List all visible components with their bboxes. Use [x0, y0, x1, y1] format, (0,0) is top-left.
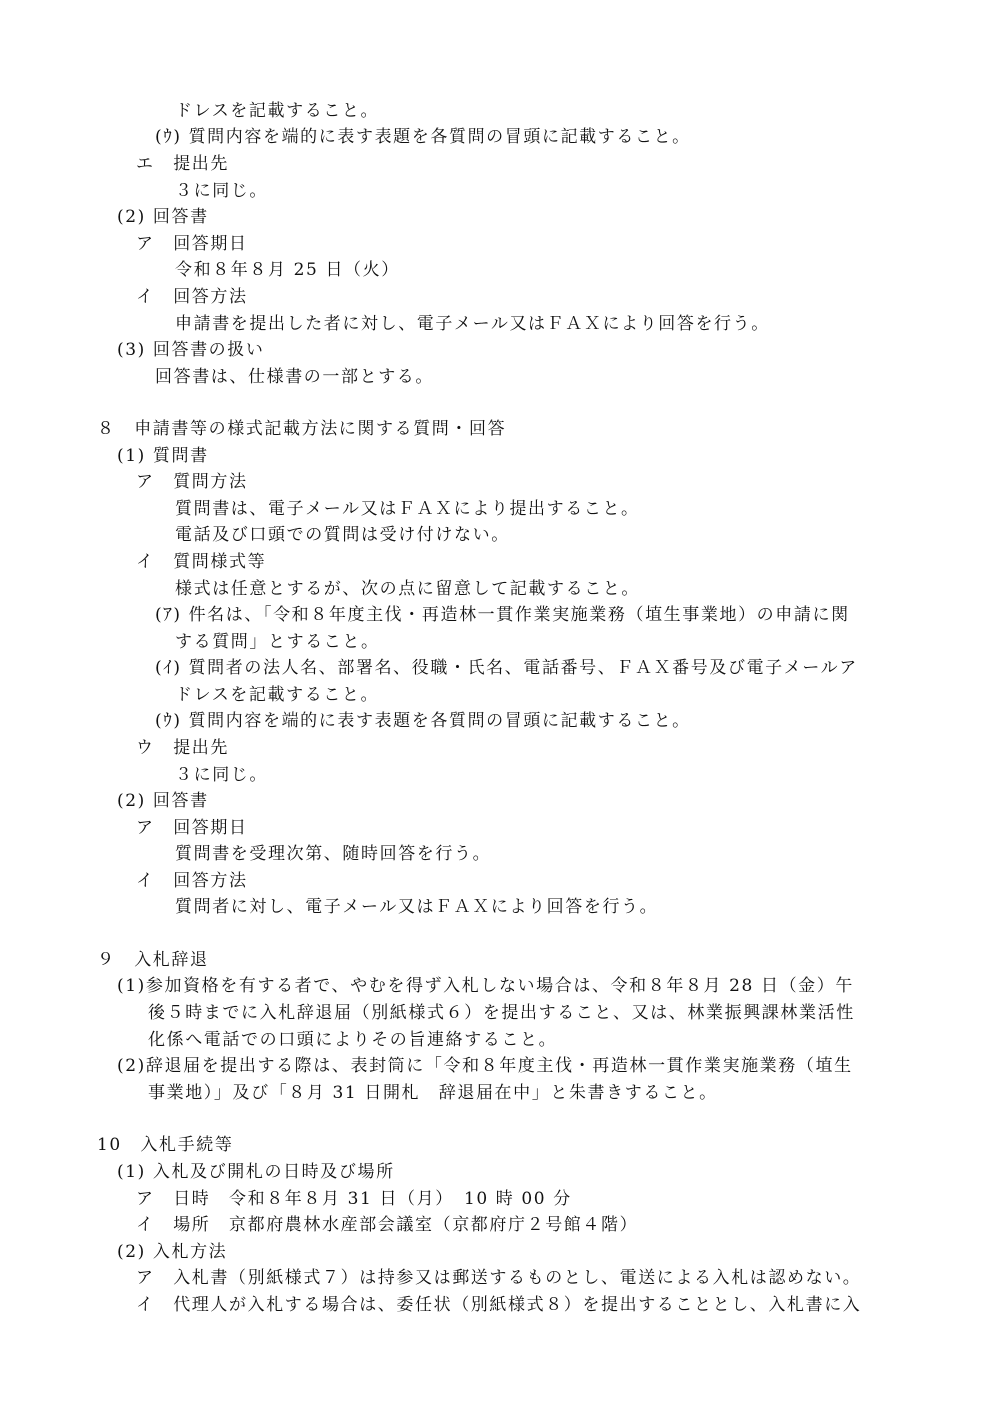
text-line: 後５時までに入札辞退届（別紙様式６）を提出すること、又は、林業振興課林業活性: [148, 1003, 855, 1023]
text-line: 質問書は、電子メール又はＦＡＸにより提出すること。: [175, 499, 640, 519]
text-line: (2) 入札方法: [117, 1242, 228, 1262]
text-line: (ｳ) 質問内容を端的に表す表題を各質問の冒頭に記載すること。: [155, 711, 691, 731]
text-line: エ 提出先: [136, 154, 229, 174]
text-line: する質問」とすること。: [175, 632, 380, 652]
text-line: (ｳ) 質問内容を端的に表す表題を各質問の冒頭に記載すること。: [155, 127, 691, 147]
text-line: (3) 回答書の扱い: [117, 340, 265, 360]
text-line: (2)辞退届を提出する際は、表封筒に「令和８年度主伐・再造林一貫作業実施業務（埴生: [117, 1056, 853, 1076]
text-line: イ 代理人が入札する場合は、委任状（別紙様式８）を提出することとし、入札書に入: [136, 1295, 862, 1315]
text-line: (ｱ) 件名は、「令和８年度主伐・再造林一貫作業実施業務（埴生事業地）の申請に関: [155, 605, 850, 625]
text-line: イ 場所 京都府農林水産部会議室（京都府庁２号館４階）: [136, 1215, 639, 1235]
text-line: (2) 回答書: [117, 207, 209, 227]
text-line: (1) 質問書: [117, 446, 209, 466]
text-line: 事業地）」及び「８月 31 日開札 辞退届在中」と朱書きすること。: [148, 1083, 718, 1103]
text-line: イ 質問様式等: [136, 552, 267, 572]
section-heading: ９ 入札辞退: [97, 950, 209, 970]
section-heading: ８ 申請書等の様式記載方法に関する質問・回答: [97, 419, 507, 439]
section-heading: 10 入札手続等: [97, 1135, 234, 1155]
text-line: 質問書を受理次第、随時回答を行う。: [175, 844, 492, 864]
text-line: 様式は任意とするが、次の点に留意して記載すること。: [175, 579, 640, 599]
text-line: ア 回答期日: [136, 818, 248, 838]
text-line: 電話及び口頭での質問は受け付けない。: [175, 525, 510, 545]
text-line: 申請書を提出した者に対し、電子メール又はＦＡＸにより回答を行う。: [175, 314, 770, 334]
text-line: ア 質問方法: [136, 472, 248, 492]
text-line: (1) 入札及び開札の日時及び場所: [117, 1162, 395, 1182]
text-line: ア 日時 令和８年８月 31 日（月） 10 時 00 分: [136, 1189, 572, 1209]
text-line: 質問者に対し、電子メール又はＦＡＸにより回答を行う。: [175, 897, 659, 917]
text-line: ア 回答期日: [136, 234, 248, 254]
text-line: ア 入札書（別紙様式７）は持参又は郵送するものとし、電送による入札は認めない。: [136, 1268, 862, 1288]
text-line: ３に同じ。: [175, 765, 268, 785]
text-line: 令和８年８月 25 日（火）: [175, 260, 400, 280]
text-line: イ 回答方法: [136, 871, 248, 891]
text-line: ３に同じ。: [175, 181, 268, 201]
text-line: (1)参加資格を有する者で、やむを得ず入札しない場合は、令和８年８月 28 日（金）午: [117, 976, 854, 996]
text-line: (2) 回答書: [117, 791, 209, 811]
text-line: 回答書は、仕様書の一部とする。: [155, 367, 434, 387]
text-line: 化係へ電話での口頭によりその旨連絡すること。: [148, 1030, 558, 1050]
text-line: (ｲ) 質問者の法人名、部署名、役職・氏名、電話番号、ＦＡＸ番号及び電子メールア: [155, 658, 858, 678]
text-line: ドレスを記載すること。: [175, 101, 380, 121]
text-line: イ 回答方法: [136, 287, 248, 307]
text-line: ウ 提出先: [136, 738, 229, 758]
text-line: ドレスを記載すること。: [175, 685, 380, 705]
